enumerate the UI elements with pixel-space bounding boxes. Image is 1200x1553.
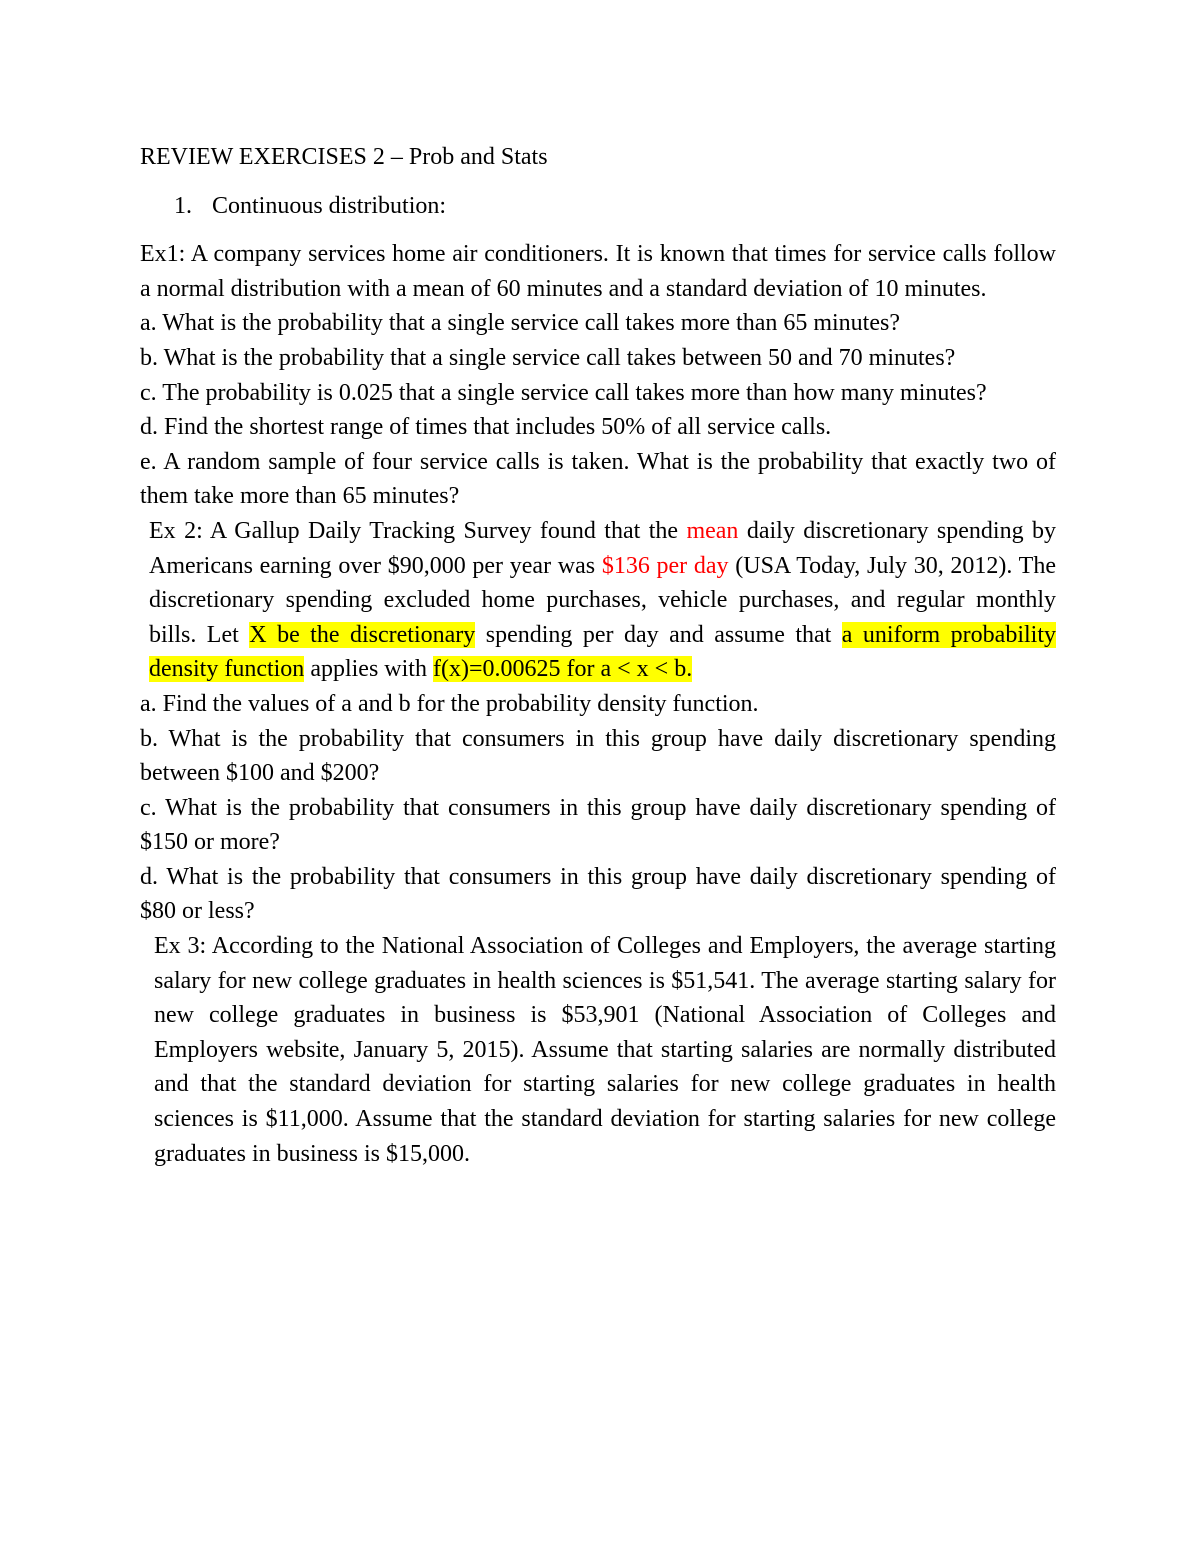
ex2-text-4: spending per day and assume that	[475, 621, 842, 648]
ex2-mean-value: $136 per day	[601, 552, 729, 579]
ex3-text: Ex 3: According to the National Association of Colleges and Employers, the average starting salary for new college graduates in health sciences is $51,541. The average starting salary for new college graduates in business is $53,901 (National Association of Colleges and Employers website, January 5, 2015). Assume that starting salaries are normally distributed and that the standard deviation for starting salaries for new college graduates in health sciences is $11,000. Assume that the standard deviation for starting salaries for new college graduates in business is $15,000.	[154, 933, 1056, 1167]
ex1-question-e: e. A random sample of four service calls is taken. What is the probability that exactly two of them take more than 65 minutes?	[140, 448, 1056, 510]
ex2-mean-word: mean	[686, 517, 739, 544]
ex2-text-3: (USA Today, July 30, 2012). The discretionary spending excluded home purchases, vehicle purchases, and regular monthly bills. Let	[149, 552, 1056, 648]
ex1-question-d: d. Find the shortest range of times that includes 50% of all service calls.	[140, 414, 832, 441]
ex2-highlight-uniform-pdf: a uniform probability density function	[149, 621, 1057, 683]
ex1-question-c: c. The probability is 0.025 that a single service call takes more than how many minutes?	[140, 379, 987, 406]
ex2-question-a: a. Find the values of a and b for the probability density function.	[140, 690, 759, 717]
section-number: 1.	[174, 192, 192, 219]
ex1-question-a: a. What is the probability that a single service call takes more than 65 minutes?	[140, 310, 900, 337]
ex2-highlight-formula: f(x)=0.00625 for a < x < b.	[432, 656, 693, 683]
ex2-text-5: applies with	[304, 656, 433, 683]
ex2-question-c: c. What is the probability that consumers in this group have daily discretionary spending of $150 or more?	[140, 794, 1056, 856]
ex1-intro: Ex1: A company services home air conditioners. It is known that times for service calls follow a normal distribution with a mean of 60 minutes and a standard deviation of 10 minutes.	[140, 241, 1056, 302]
section-heading	[140, 189, 1056, 224]
ex2-highlight-x-definition: X be the discretionary	[249, 621, 476, 648]
ex2-text-2: daily discretionary spending by Americans earning over $90,000 per year was	[149, 517, 1057, 579]
document-body	[140, 140, 1056, 1171]
section-label: Continuous distribution:	[212, 192, 447, 219]
ex1-question-b: b. What is the probability that a single service call takes between 50 and 70 minutes?	[140, 344, 956, 371]
ex2-text-1: Ex 2: A Gallup Daily Tracking Survey found that the	[149, 517, 687, 544]
ex2-intro	[140, 514, 1056, 687]
document-title: REVIEW EXERCISES 2 – Prob and Stats	[140, 144, 548, 170]
ex2-question-b: b. What is the probability that consumers in this group have daily discretionary spending between $100 and $200?	[140, 725, 1056, 787]
ex2-question-d: d. What is the probability that consumers in this group have daily discretionary spending of $80 or less?	[140, 863, 1056, 925]
